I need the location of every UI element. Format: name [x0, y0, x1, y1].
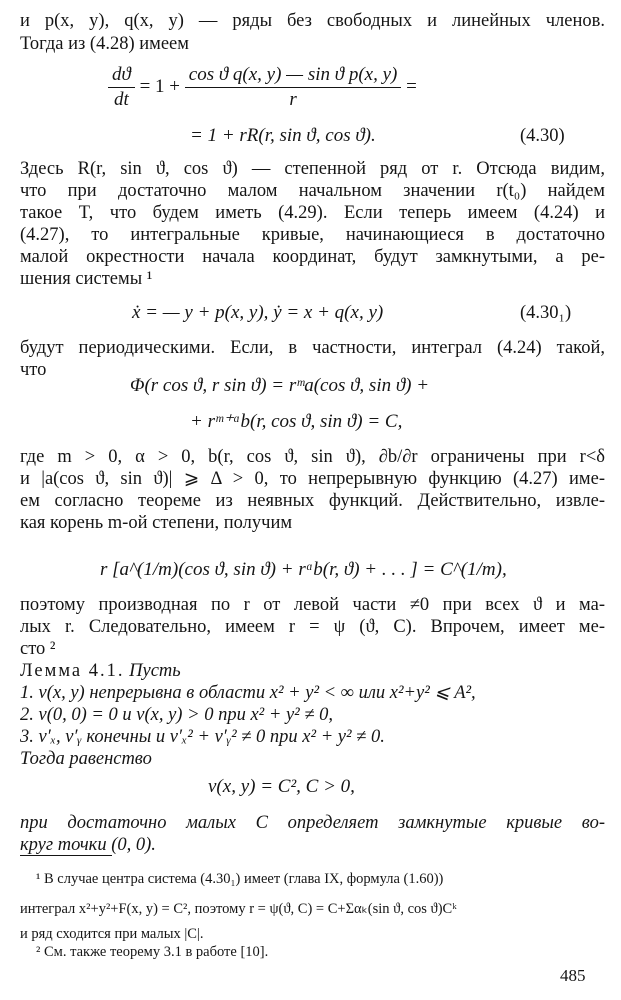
text-line: Здесь R(r, sin ϑ, cos ϑ) — степенной ряд от r. Отсюда видим, — [20, 159, 605, 179]
equation-operator: = 1 + — [139, 75, 181, 97]
text-line: будут периодическими. Если, в частности, интеграл (4.24) такой, — [20, 338, 605, 358]
text-line: где m > 0, α > 0, b(r, cos ϑ, sin ϑ), ∂b/∂r ограничены при r<δ — [20, 447, 605, 467]
footnote-2: ² См. также теорему 3.1 в работе [10]. — [36, 944, 269, 960]
text-line: что при достаточно малом начальном значении r(t₀) найдем — [20, 181, 605, 201]
text-line: такое T, что будем иметь (4.29). Если теперь имеем (4.24) и — [20, 203, 605, 223]
equation-root: r [a^(1/m)(cos ϑ, sin ϑ) + rᵅb(r, ϑ) + . . . ] = C^(1/m), — [100, 559, 507, 580]
text-line: и p(x, y), q(x, y) — ряды без свободных и линейных членов. — [20, 11, 605, 31]
lemma-condition-1: 1. v(x, y) непрерывна в области x² + y² < ∞ или x²+y² ⩽ A², — [20, 683, 476, 703]
equation-4-30-1: ẋ = — y + p(x, y), ẏ = x + q(x, y) — [132, 302, 384, 323]
footnote-divider — [20, 855, 112, 856]
text-line: малой окрестности начала координат, будут замкнутыми, а ре- — [20, 247, 605, 267]
fraction-denominator: dt — [114, 89, 129, 110]
lemma-condition-3: 3. v′ₓ, v′ᵧ конечны и v′ₓ² + v′ᵧ² ≠ 0 при x² + y² ≠ 0. — [20, 727, 385, 747]
fraction-numerator: cos ϑ q(x, y) — sin ϑ p(x, y) — [185, 63, 402, 88]
equation-4-30-line2: = 1 + rR(r, sin ϑ, cos ϑ). — [190, 125, 376, 146]
lemma-intro: Пусть — [129, 661, 181, 681]
text-line: кая корень m-ой степени, получим — [20, 513, 293, 533]
text-line: что — [20, 360, 47, 380]
fraction-numerator: dϑ — [108, 63, 135, 88]
fraction-denominator: r — [289, 89, 297, 110]
text-line: шения системы ¹ — [20, 269, 153, 289]
text-line: сто ² — [20, 639, 56, 659]
equation-level-set: v(x, y) = C², C > 0, — [208, 776, 355, 797]
text-line: при достаточно малых C определяет замкнутые кривые во- — [20, 813, 605, 833]
derivative-fraction — [108, 63, 135, 112]
lemma-conclusion-intro: Тогда равенство — [20, 749, 152, 769]
equation-operator: = — [406, 75, 417, 97]
footnote-1: ¹ В случае центра система (4.30₁) имеет (глава IX, формула (1.60)) — [36, 871, 444, 887]
equation-number: (4.30) — [520, 126, 565, 146]
lemma-title: Лемма 4.1. — [20, 661, 125, 681]
lemma-condition-2: 2. v(0, 0) = 0 и v(x, y) > 0 при x² + y² ≠ 0, — [20, 705, 333, 725]
footnote-1-cont: и ряд сходится при малых |C|. — [20, 926, 204, 942]
text-line: ем согласно теореме из неявных функций. Действительно, извле- — [20, 491, 605, 511]
text-line: круг точки (0, 0). — [20, 835, 156, 855]
page-number: 485 — [560, 966, 586, 985]
equation-number: (4.30₁) — [520, 303, 572, 323]
text-line: (4.27), то интегральные кривые, начинающиеся в достаточно — [20, 225, 605, 245]
footnote-1-cont: интеграл x²+y²+F(x, y) = C², поэтому r = ψ(ϑ, C) = C+Σαₖ(sin ϑ, cos ϑ)Cᵏ — [20, 901, 457, 917]
text-line: лых r. Следовательно, имеем r = ψ (ϑ, C). Впрочем, имеет ме- — [20, 617, 605, 637]
equation-integral-line1: Φ(r cos ϑ, r sin ϑ) = rᵐa(cos ϑ, sin ϑ) + — [130, 375, 430, 396]
text-line: поэтому производная по r от левой части ≠0 при всех ϑ и ма- — [20, 595, 605, 615]
equation-integral-line2: + rᵐ⁺ᵅb(r, cos ϑ, sin ϑ) = C, — [190, 411, 403, 432]
text-line: Тогда из (4.28) имеем — [20, 34, 189, 54]
main-fraction — [185, 63, 402, 112]
lemma-heading — [20, 660, 605, 682]
text-line: и |a(cos ϑ, sin ϑ)| ⩾ Δ > 0, то непрерывную функцию (4.27) име- — [20, 469, 605, 489]
equation-4-30-line1 — [108, 63, 417, 112]
